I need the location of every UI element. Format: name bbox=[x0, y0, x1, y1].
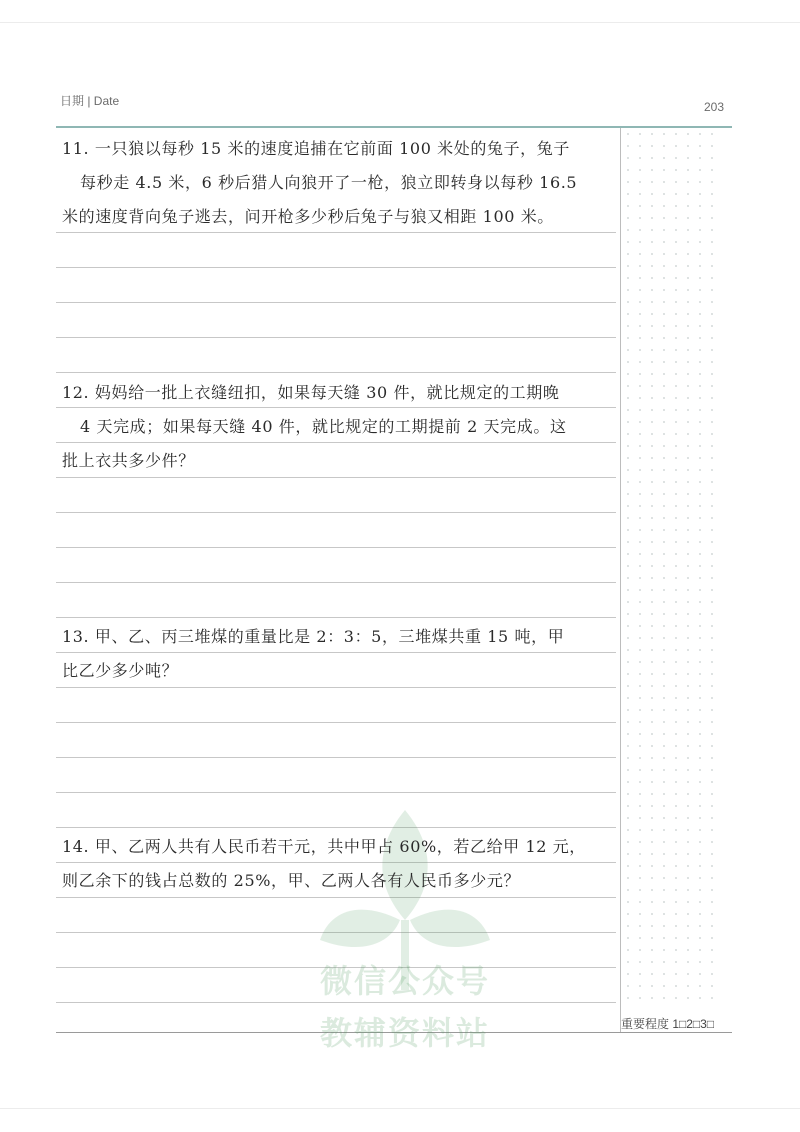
ruled-line bbox=[56, 757, 616, 758]
ruled-line bbox=[56, 722, 616, 723]
problem-line: 14. 甲、乙两人共有人民币若干元，共中甲占 60%，若乙给甲 12 元， bbox=[62, 837, 586, 856]
ruled-line bbox=[56, 267, 616, 268]
problem-line: 12. 妈妈给一批上衣缝纽扣，如果每天缝 30 件，就比规定的工期晚 bbox=[62, 383, 560, 402]
watermark-text-1: 微信公众号 bbox=[319, 962, 490, 1000]
ruled-line bbox=[56, 337, 616, 338]
date-label: 日期 | Date bbox=[60, 94, 120, 108]
importance-rating: 重要程度 1□2□3□ bbox=[621, 1017, 715, 1031]
problem-11 bbox=[62, 132, 618, 234]
problem-line: 则乙余下的钱占总数的 25%，甲、乙两人各有人民币多少元？ bbox=[62, 871, 521, 890]
ruled-line bbox=[56, 512, 616, 513]
problem-line: 11. 一只狼以每秒 15 米的速度追捕在它前面 100 米处的兔子，兔子 bbox=[62, 139, 570, 158]
ruled-line bbox=[56, 617, 616, 618]
ruled-line bbox=[56, 302, 616, 303]
page-edge-bottom bbox=[0, 1108, 800, 1109]
problem-line: 比乙少多少吨？ bbox=[62, 661, 179, 680]
side-divider bbox=[620, 128, 621, 1032]
problem-line: 米的速度背向兔子逃去，问开枪多少秒后兔子与狼又相距 100 米。 bbox=[62, 207, 554, 226]
problem-line: 每秒走 4.5 米，6 秒后猎人向狼开了一枪，狼立即转身以每秒 16.5 bbox=[80, 173, 578, 192]
page-number: 203 bbox=[704, 100, 725, 114]
ruled-line bbox=[56, 372, 616, 373]
ruled-line bbox=[56, 547, 616, 548]
problem-line: 批上衣共多少件？ bbox=[62, 451, 195, 470]
page-edge-top bbox=[0, 22, 800, 23]
problem-line: 13. 甲、乙、丙三堆煤的重量比是 2：3：5，三堆煤共重 15 吨，甲 bbox=[62, 627, 565, 646]
ruled-line bbox=[56, 582, 616, 583]
problem-12 bbox=[62, 376, 618, 478]
dot-grid-column bbox=[622, 128, 722, 1008]
problem-line: 4 天完成；如果每天缝 40 件，就比规定的工期提前 2 天完成。这 bbox=[80, 417, 567, 436]
problem-13 bbox=[62, 620, 618, 688]
problem-14 bbox=[62, 830, 618, 898]
watermark-text-2: 教辅资料站 bbox=[319, 1014, 490, 1052]
